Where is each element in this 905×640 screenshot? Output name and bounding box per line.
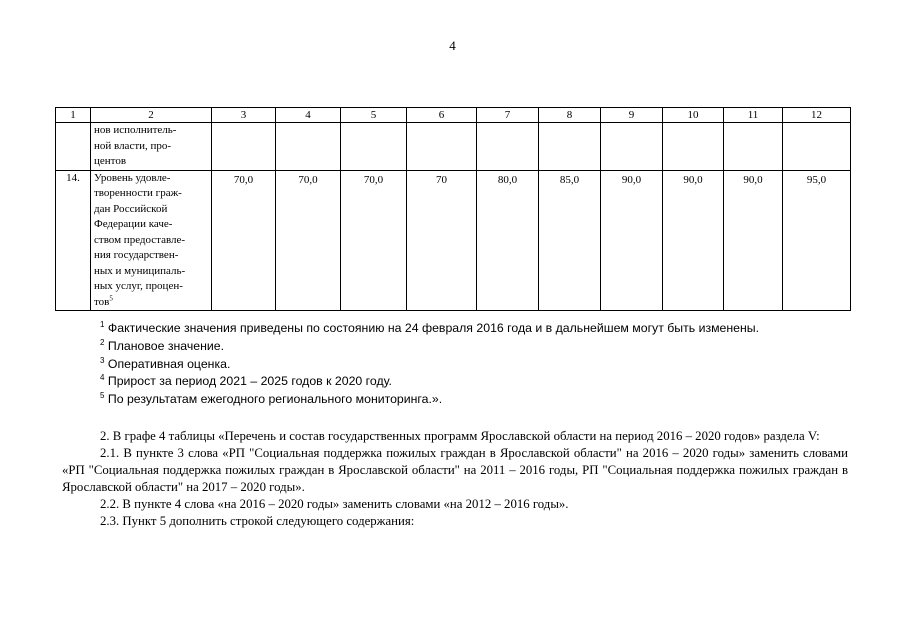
indicator-name-line: ством предоставле-: [94, 233, 186, 246]
value-cell: [539, 123, 601, 171]
value-cell: [407, 123, 477, 171]
indicator-name-cell: [91, 123, 212, 171]
table-header-cell: 3: [212, 108, 276, 123]
table-header-cell: 8: [539, 108, 601, 123]
paragraph: 2.2. В пункте 4 слова «на 2016 – 2020 годы» заменить словами «на 2012 – 2016 годы».: [100, 497, 569, 511]
table-header-cell: 12: [783, 108, 851, 123]
footnote: [100, 320, 860, 338]
value-cell: [724, 123, 783, 171]
table-row: [56, 170, 851, 311]
table-header-row: [56, 108, 851, 123]
value-cell: [783, 123, 851, 171]
value-cell: [276, 123, 341, 171]
table-header-cell: 4: [276, 108, 341, 123]
paragraph: 2.1. В пункте 3 слова «РП "Социальная поддержка пожилых граждан в Ярославской области" на 2016 – 2020 годы» заменить словами «РП "Социальная поддержка пожилых граждан в Ярославской области" на 2011 – 2016 годы, РП "Социальная поддержка пожилых граждан в Ярославской области" на 2017 – 2020 годы».: [62, 446, 848, 494]
indicator-name-line: ния государствен-: [94, 249, 179, 261]
row-number-cell: 14.: [56, 170, 91, 311]
indicator-name-line: Федерации каче-: [94, 218, 173, 230]
footnotes: [100, 320, 860, 409]
table-header-cell: 10: [663, 108, 724, 123]
value-cell: 85,0: [539, 170, 601, 311]
indicator-name-line: Уровень удовле-: [94, 171, 171, 184]
footnote-ref: 5: [109, 293, 113, 302]
footnote: [100, 356, 860, 374]
indicator-name-line: творенности граж-: [94, 187, 182, 199]
footnote-text: Оперативная оценка.: [107, 356, 231, 371]
row-number-cell: [56, 123, 91, 171]
indicator-name-line: ной власти, про-: [94, 139, 172, 152]
value-cell: 90,0: [724, 170, 783, 311]
footnote: [100, 391, 860, 409]
footnote-text: По результатам ежегодного регионального мониторинга.».: [107, 392, 443, 407]
indicator-name-line: дан Российской: [94, 202, 168, 215]
indicator-name-line: нов исполнитель-: [94, 124, 177, 136]
table-header-cell: 5: [341, 108, 407, 123]
value-cell: 70,0: [212, 170, 276, 311]
indicator-name-line: ных услуг, процен-: [94, 280, 183, 292]
value-cell: [212, 123, 276, 171]
footnote: [100, 373, 860, 391]
table-header-cell: 7: [477, 108, 539, 123]
value-cell: 70,0: [341, 170, 407, 311]
value-cell: [341, 123, 407, 171]
table-header-cell: 2: [91, 108, 212, 123]
page-number: 4: [449, 38, 456, 53]
indicator-name-line: ных и муниципаль-: [94, 264, 186, 277]
table-header-cell: 6: [407, 108, 477, 123]
paragraph: 2.3. Пункт 5 дополнить строкой следующего содержания:: [100, 514, 415, 528]
table-header-cell: 9: [601, 108, 663, 123]
table-header-cell: 11: [724, 108, 783, 123]
value-cell: 70,0: [276, 170, 341, 311]
footnote-mark: 2: [100, 337, 105, 347]
value-cell: 70: [407, 170, 477, 311]
footnote-mark: 1: [100, 319, 105, 329]
value-cell: [663, 123, 724, 171]
footnote-text: Фактические значения приведены по состоянию на 24 февраля 2016 года и в дальнейшем могут быть изменены.: [107, 321, 760, 335]
footnote-mark: 3: [100, 355, 105, 365]
indicator-name-cell: [91, 170, 212, 311]
value-cell: 90,0: [663, 170, 724, 311]
body-text: [62, 428, 848, 530]
indicator-name-line: центов: [94, 155, 127, 167]
paragraph: 2. В графе 4 таблицы «Перечень и состав государственных программ Ярославской области на период 2016 – 2020 годов» раздела V:: [100, 429, 820, 443]
footnote-mark: 4: [100, 373, 105, 383]
value-cell: [477, 123, 539, 171]
indicator-name-text: тов: [94, 295, 110, 308]
footnote-mark: 5: [100, 391, 105, 401]
footnote-text: Плановое значение.: [107, 338, 225, 353]
footnote-text: Прирост за период 2021 – 2025 годов к 2020 году.: [107, 374, 392, 389]
value-cell: 80,0: [477, 170, 539, 311]
value-cell: 90,0: [601, 170, 663, 311]
footnote: [100, 338, 860, 356]
indicator-name-line: [94, 295, 208, 311]
table-header-cell: 1: [56, 108, 91, 123]
indicators-table: [55, 107, 851, 311]
value-cell: 95,0: [783, 170, 851, 311]
value-cell: [601, 123, 663, 171]
table-row: [56, 123, 851, 171]
